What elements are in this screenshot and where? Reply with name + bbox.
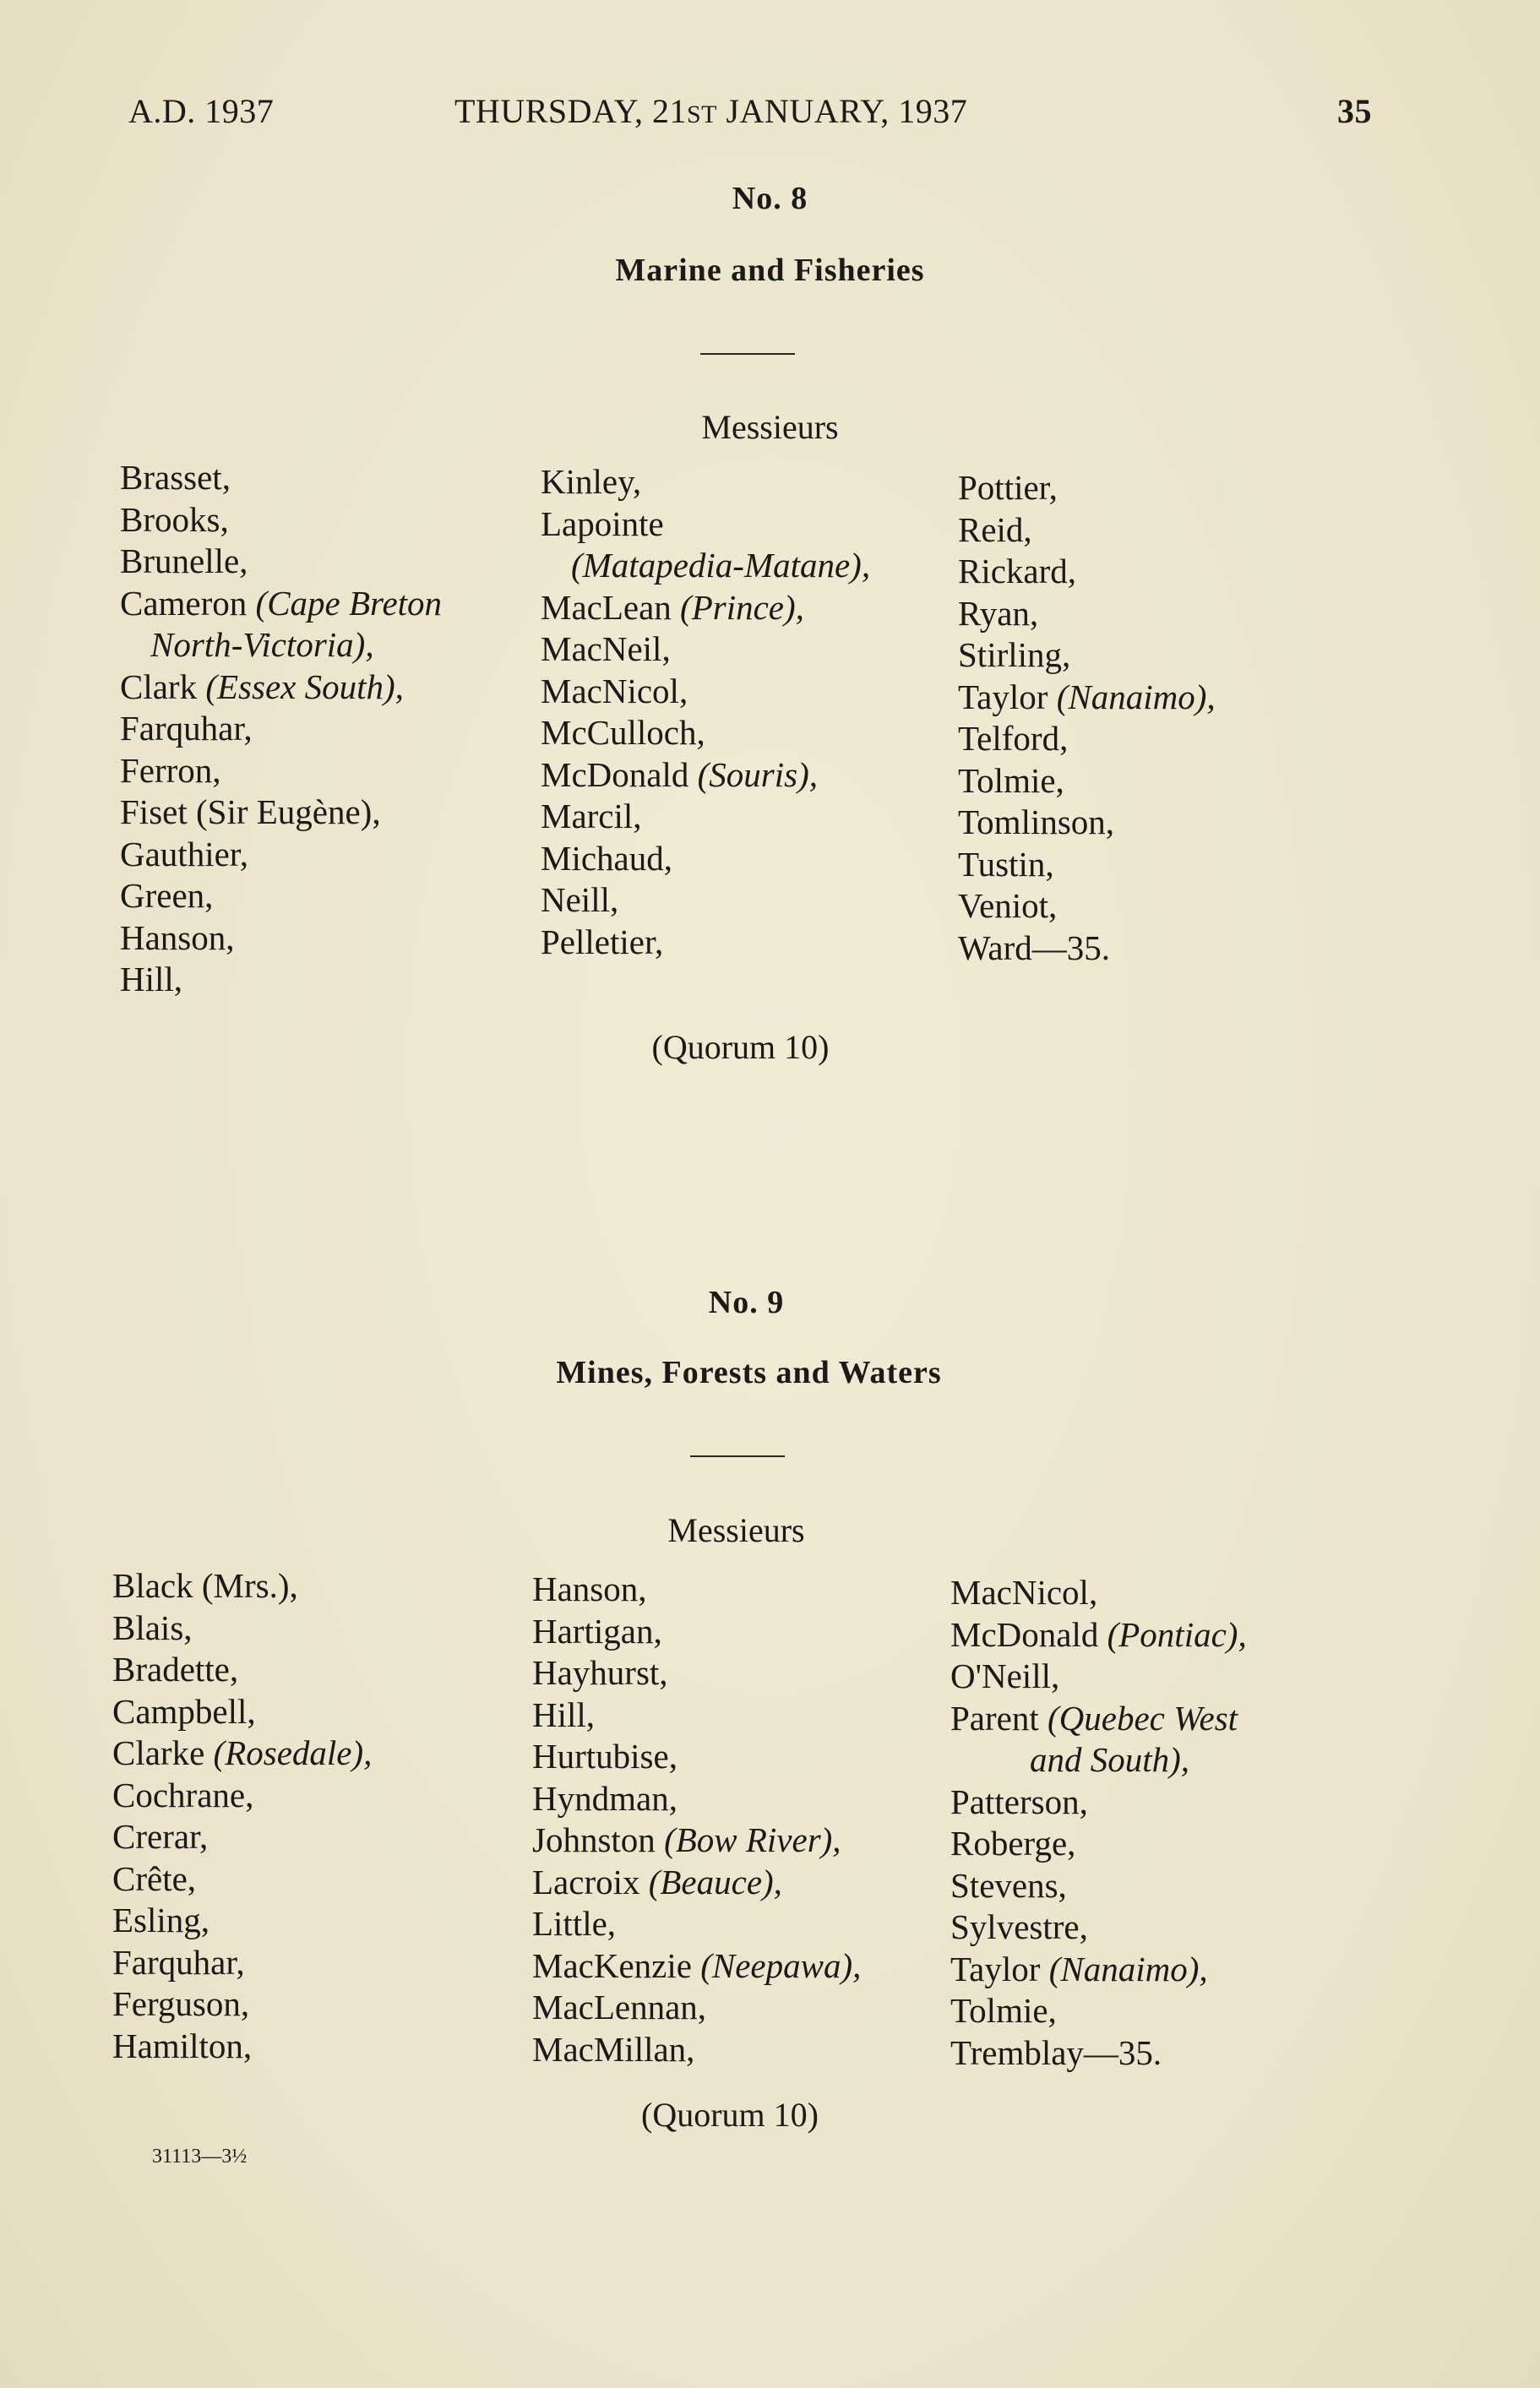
member: Tolmie, xyxy=(950,1991,1057,2030)
member-name: McDonald xyxy=(950,1614,1107,1654)
member: Tomlinson, xyxy=(958,802,1115,841)
header-date xyxy=(454,91,967,131)
committee-8-rule xyxy=(700,353,795,355)
member: Blais, xyxy=(112,1607,193,1647)
member-name: Johnston xyxy=(532,1820,665,1859)
member-riding: (Pontiac), xyxy=(1107,1614,1247,1654)
member-riding-continued: North-Victoria), xyxy=(150,625,374,664)
committee-8-quorum: (Quorum 10) xyxy=(651,1028,830,1066)
member: Hanson, xyxy=(120,917,235,957)
member: Brasset, xyxy=(120,458,231,497)
member xyxy=(950,1698,1247,1740)
member-riding: (Prince), xyxy=(680,587,804,627)
committee-8-column-1 xyxy=(120,457,442,1001)
member-riding: (Rosedale), xyxy=(213,1733,373,1772)
member: Gauthier, xyxy=(120,834,249,873)
committee-8-title: Marine and Fisheries xyxy=(615,253,925,288)
member: Stirling, xyxy=(958,635,1071,674)
member: Black (Mrs.), xyxy=(112,1566,298,1605)
member: Telford, xyxy=(958,719,1069,758)
member-riding: (Souris), xyxy=(697,754,818,794)
member: Michaud, xyxy=(541,838,672,878)
member: Crête, xyxy=(112,1858,197,1898)
member xyxy=(958,677,1216,719)
member: Hill, xyxy=(120,960,183,998)
member: Neill, xyxy=(541,880,619,919)
member: Tolmie, xyxy=(958,760,1064,800)
member: Green, xyxy=(120,876,214,915)
member: Hayhurst, xyxy=(532,1653,668,1692)
header-date-superscript: ST xyxy=(686,101,717,128)
member: Cochrane, xyxy=(112,1775,254,1814)
committee-9-column-2 xyxy=(532,1569,861,2070)
member: Patterson, xyxy=(950,1781,1088,1821)
member: McCulloch, xyxy=(541,713,705,752)
committee-9-number: No. 9 xyxy=(708,1285,785,1320)
member: Crerar, xyxy=(112,1817,209,1856)
member: Fiset (Sir Eugène), xyxy=(120,792,381,831)
member: Ryan, xyxy=(958,593,1039,633)
member: Sylvestre, xyxy=(950,1907,1088,1946)
member-name: Lacroix xyxy=(532,1862,649,1901)
member: Campbell, xyxy=(112,1691,256,1731)
header-date-part2: JANUARY, 1937 xyxy=(716,92,968,130)
member-name: Taylor xyxy=(950,1949,1049,1988)
member: Rickard, xyxy=(958,552,1077,590)
member-name: Cameron xyxy=(120,583,256,623)
member-riding-continued: (Matapedia-Matane), xyxy=(571,546,871,585)
member-name: Taylor xyxy=(958,677,1057,716)
member: MacMillan, xyxy=(532,2029,695,2069)
member xyxy=(950,1949,1247,1991)
committee-8-messieurs: Messieurs xyxy=(701,408,839,446)
member: Ferron, xyxy=(120,750,221,790)
member: Brunelle, xyxy=(120,541,248,580)
member: Hartigan, xyxy=(532,1611,662,1651)
committee-9-messieurs: Messieurs xyxy=(667,1511,805,1549)
member: Reid, xyxy=(958,509,1032,549)
header-year: A.D. 1937 xyxy=(128,92,275,130)
member: Little, xyxy=(532,1904,617,1943)
header-date-part1: THURSDAY, 21 xyxy=(454,92,687,130)
member-name: McDonald xyxy=(541,754,698,794)
member-name: Parent xyxy=(950,1698,1048,1738)
member-riding: (Beauce), xyxy=(648,1862,782,1901)
member: Marcil, xyxy=(541,797,642,835)
member xyxy=(541,754,870,797)
member-riding: (Quebec West xyxy=(1048,1698,1238,1738)
member xyxy=(112,1733,372,1775)
member: Pottier, xyxy=(958,468,1058,507)
member-riding: (Essex South), xyxy=(205,666,404,706)
member-name: Clarke xyxy=(112,1733,214,1772)
member: MacNicol, xyxy=(950,1573,1098,1612)
committee-8-column-3 xyxy=(958,467,1216,969)
member: Esling, xyxy=(112,1901,210,1939)
member-name: MacKenzie xyxy=(532,1945,701,1985)
committee-9-quorum: (Quorum 10) xyxy=(641,2096,819,2134)
member: Hamilton, xyxy=(112,2026,253,2065)
page-number: 35 xyxy=(1337,92,1372,130)
member xyxy=(532,1945,861,1988)
member-riding: (Nanaimo), xyxy=(1056,677,1216,716)
member-riding: (Cape Breton xyxy=(255,583,443,623)
committee-8-column-2 xyxy=(541,461,870,963)
member: MacLennan, xyxy=(532,1988,707,2026)
member: Hyndman, xyxy=(532,1778,677,1818)
member: Bradette, xyxy=(112,1650,239,1689)
member-riding-continued: and South), xyxy=(1030,1740,1190,1779)
member: Hill, xyxy=(532,1694,596,1734)
member-name: Clark xyxy=(120,666,206,706)
member: Lapointe xyxy=(541,503,664,543)
member: Farquhar, xyxy=(112,1942,245,1982)
member: MacNeil, xyxy=(541,629,671,668)
member-name: MacLean xyxy=(541,587,681,627)
member: Roberge, xyxy=(950,1824,1076,1863)
member-riding: (Neepawa), xyxy=(700,1945,862,1985)
member xyxy=(120,583,442,625)
member: O'Neill, xyxy=(950,1656,1060,1695)
member xyxy=(950,1614,1247,1656)
member xyxy=(532,1820,861,1862)
print-code: 31113—3½ xyxy=(152,2146,248,2168)
member: Ferguson, xyxy=(112,1984,250,2023)
member: MacNicol, xyxy=(541,671,688,710)
member: Tremblay—35. xyxy=(950,2032,1162,2072)
member xyxy=(541,587,870,629)
member xyxy=(120,666,442,709)
committee-9-rule xyxy=(690,1455,785,1457)
member xyxy=(532,1862,861,1904)
member: Brooks, xyxy=(120,499,229,539)
committee-9-column-3 xyxy=(950,1572,1247,2074)
member-riding: (Nanaimo), xyxy=(1048,1949,1208,1988)
committee-9-title: Mines, Forests and Waters xyxy=(556,1355,942,1390)
member-riding: (Bow River), xyxy=(664,1820,841,1859)
committee-9-column-1 xyxy=(112,1565,372,2067)
member: Farquhar, xyxy=(120,709,253,748)
member: Hanson, xyxy=(532,1569,647,1608)
member: Ward—35. xyxy=(958,927,1111,967)
member: Pelletier, xyxy=(541,922,664,961)
member: Stevens, xyxy=(950,1865,1067,1905)
member: Veniot, xyxy=(958,886,1058,925)
member: Kinley, xyxy=(541,462,642,501)
member: Tustin, xyxy=(958,844,1054,884)
member: Hurtubise, xyxy=(532,1737,677,1776)
committee-8-number: No. 8 xyxy=(732,181,808,216)
